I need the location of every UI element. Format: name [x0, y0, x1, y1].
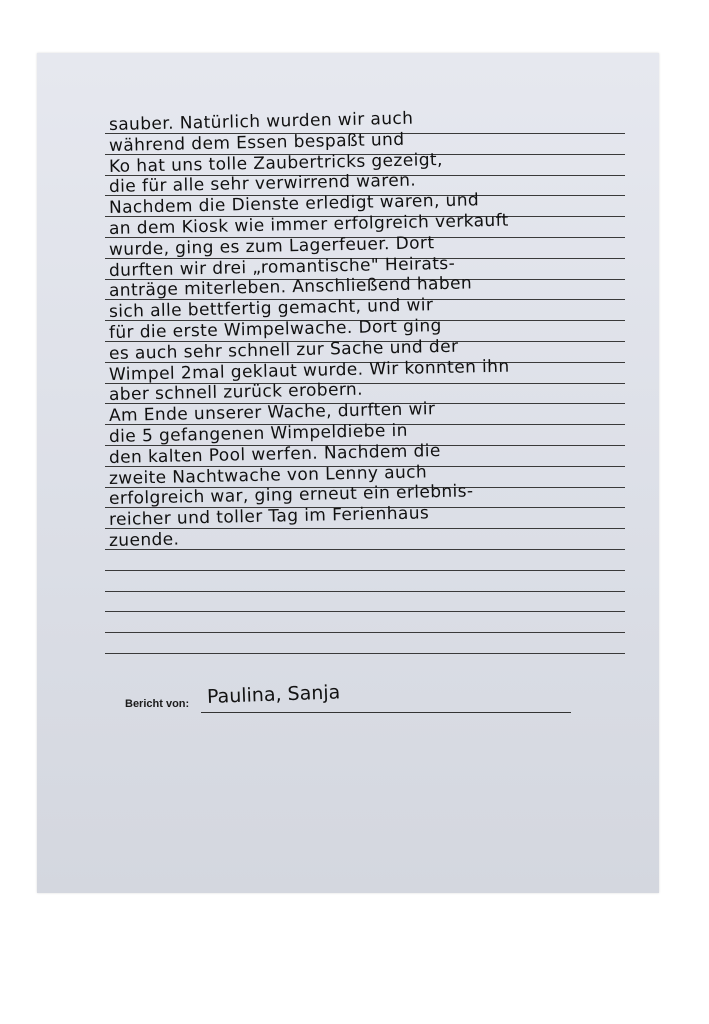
report-line: durften wir drei „romantische" Heirats- — [108, 253, 456, 281]
report-line: zuende. — [108, 529, 180, 551]
signature-line — [201, 712, 571, 713]
paper-sheet — [37, 53, 659, 893]
report-line: wurde, ging es zum Lagerfeuer. Dort — [108, 232, 435, 260]
report-line: die 5 gefangenen Wimpeldiebe in — [108, 420, 409, 447]
report-line: es auch sehr schnell zur Sache und der — [108, 336, 459, 364]
ruled-line — [105, 632, 625, 633]
report-line: Nachdem die Dienste erledigt waren, und — [108, 190, 480, 219]
report-line: anträge miterleben. Anschließend haben — [108, 273, 473, 302]
report-line: zweite Nachtwache von Lenny auch — [108, 461, 428, 489]
report-line: reicher und toller Tag im Ferienhaus — [108, 503, 430, 531]
report-line: die für alle sehr verwirrend waren. — [108, 170, 417, 198]
report-line: für die erste Wimpelwache. Dort ging — [108, 316, 442, 343]
handwritten-report — [108, 108, 639, 552]
report-line: sich alle bettfertig gemacht, und wir — [108, 295, 434, 323]
report-line: an dem Kiosk wie immer erfolgreich verkauft — [108, 210, 509, 239]
report-line: sauber. Natürlich wurden wir auch — [108, 108, 414, 135]
report-line: erfolgreich war, ging erneut ein erlebnis- — [108, 481, 474, 510]
signature-names: Paulina, Sanja — [206, 681, 341, 708]
ruled-line — [105, 591, 625, 592]
signature-row — [125, 681, 645, 718]
ruled-line — [105, 611, 625, 612]
report-line: während dem Essen bespaßt und — [108, 129, 405, 156]
ruled-line — [105, 653, 625, 654]
report-line: Ko hat uns tolle Zaubertricks gezeigt, — [108, 149, 444, 177]
signature-label: Bericht von: — [125, 698, 190, 710]
report-line: aber schnell zurück erobern. — [108, 380, 364, 406]
report-line: Am Ende unserer Wache, durften wir — [108, 399, 436, 427]
report-line: Wimpel 2mal geklaut wurde. Wir konnten ihn — [108, 356, 510, 385]
ruled-line — [105, 570, 625, 571]
report-line: den kalten Pool werfen. Nachdem die — [108, 440, 441, 468]
